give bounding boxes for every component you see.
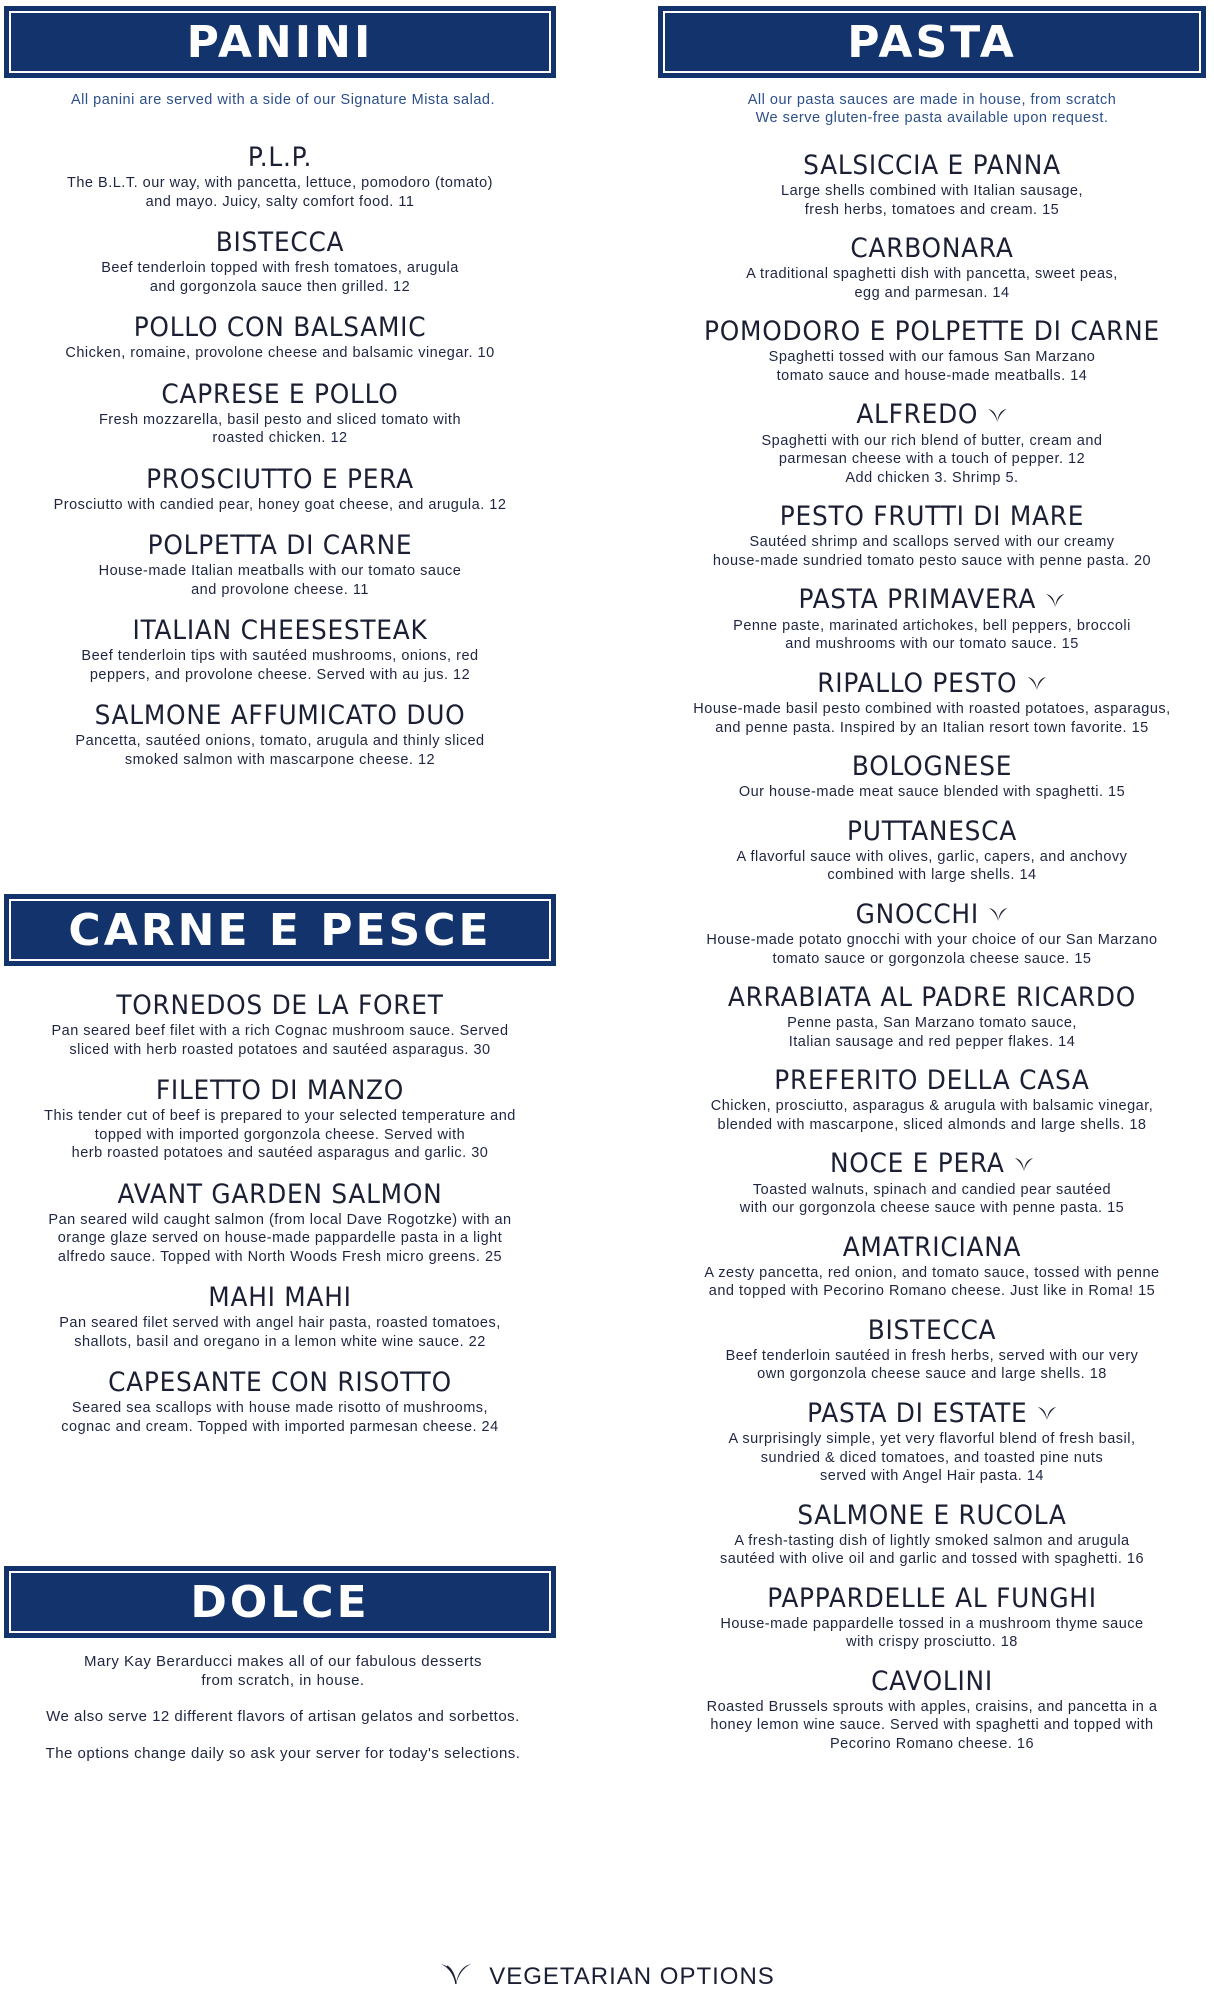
menu-item-name: [22, 990, 537, 1022]
menu-item: [652, 668, 1212, 738]
menu-item-description: Pan seared wild caught salmon (from local Dave Rogotzke) with an orange glaze served on house-made pappardelle pasta in a light alfredo sauce. Topped with North Woods Fresh micro greens. 25: [48, 1211, 512, 1265]
menu-item-name-text: CAPRESE E POLLO: [161, 378, 399, 410]
menu-item: [0, 615, 560, 684]
menu-item-name-text: BISTECCA: [867, 1314, 997, 1346]
leaf-icon: [439, 1960, 473, 1993]
menu-item-description: Chicken, romaine, provolone cheese and balsamic vinegar. 10: [65, 345, 495, 361]
menu-item-name: [674, 982, 1189, 1014]
legend-label: VEGETARIAN OPTIONS: [489, 1962, 775, 1990]
menu-item-description: Penne paste, marinated artichokes, bell peppers, broccoli and mushrooms with our tomato sauce. 15: [733, 617, 1131, 652]
menu-item-name: [674, 399, 1189, 432]
menu-item-description: A zesty pancetta, red onion, and tomato sauce, tossed with penne and topped with Pecorino Romano cheese. Just like in Roma! 15: [704, 1264, 1160, 1299]
menu-item-description: Beef tenderloin tips with sautéed mushrooms, onions, red peppers, and provolone cheese. Served with au jus. 12: [81, 648, 479, 683]
menu-item-description: Penne pasta, San Marzano tomato sauce, Italian sausage and red pepper flakes. 14: [787, 1015, 1077, 1050]
leaf-icon: [987, 400, 1007, 432]
menu-item-name-text: PASTA PRIMAVERA: [798, 584, 1037, 615]
menu-item-name: [674, 1315, 1189, 1347]
menu-item: [652, 1315, 1212, 1384]
menu-item-description: A fresh-tasting dish of lightly smoked salmon and arugula sautéed with olive oil and garlic and tossed with spaghetti. 16: [719, 1532, 1145, 1567]
menu-item-name-text: CARBONARA: [850, 233, 1014, 264]
menu-item-description: Toasted walnuts, spinach and candied pear sautéed with our gorgonzola cheese sauce with penne pasta. 15: [739, 1181, 1125, 1216]
menu-item: [0, 312, 560, 363]
leaf-icon: [1037, 1398, 1057, 1430]
menu-item-name: [674, 150, 1189, 182]
menu-item: [0, 530, 560, 599]
menu-item-name-text: CAPESANTE CON RISOTTO: [108, 1367, 452, 1398]
menu-item: [652, 899, 1212, 969]
menu-item-name-text: SALMONE AFFUMICATO DUO: [94, 700, 466, 731]
menu-item-name-text: ARRABIATA AL PADRE RICARDO: [727, 982, 1137, 1013]
menu-item-description: House-made potato gnocchi with your choice of our San Marzano tomato sauce or gorgonzola cheese sauce. 15: [706, 932, 1158, 967]
pasta-title: PASTA: [663, 11, 1201, 73]
menu-item: [0, 1282, 560, 1351]
menu-item: [652, 982, 1212, 1051]
menu-item-name: [22, 1367, 537, 1399]
menu-item-name-text: CAVOLINI: [871, 1665, 993, 1697]
leaf-icon: [988, 899, 1008, 931]
menu-item-name: [22, 312, 537, 344]
menu-item-description: Pan seared filet served with angel hair pasta, roasted tomatoes, shallots, basil and oregano in a lemon white wine sauce. 22: [59, 1315, 501, 1350]
menu-item: [0, 227, 560, 296]
menu-item-name: [674, 584, 1189, 617]
menu-item-name: [22, 1075, 537, 1107]
menu-item-name-text: SALSICCIA E PANNA: [803, 150, 1061, 181]
menu-item-description: Seared sea scallops with house made risotto of mushrooms, cognac and cream. Topped with imported parmesan cheese. 24: [61, 1400, 499, 1435]
menu-item-name-text: POLPETTA DI CARNE: [147, 530, 413, 561]
menu-item-name-text: NOCE E PERA: [829, 1148, 1005, 1179]
menu-item-name-text: POLLO CON BALSAMIC: [133, 312, 427, 343]
menu-item-name-text: ALFREDO: [856, 399, 979, 430]
menu-item-description: Chicken, prosciutto, asparagus & arugula with balsamic vinegar, blended with mascarpone, sliced almonds and large shells. 18: [710, 1098, 1154, 1133]
menu-item-name-text: POMODORO E POLPETTE DI CARNE: [704, 316, 1160, 347]
menu-item-name-text: BOLOGNESE: [851, 751, 1013, 782]
menu-item-name: [674, 899, 1189, 932]
menu-item: [652, 1583, 1212, 1652]
menu-item-name: [674, 751, 1189, 783]
menu-item: [0, 142, 560, 211]
menu-item-name-text: ITALIAN CHEESESTEAK: [132, 615, 428, 646]
menu-item-name-text: SALMONE E RUCOLA: [797, 1499, 1067, 1531]
menu-item-name-text: PROSCIUTTO E PERA: [146, 463, 414, 495]
menu-item-description: Our house-made meat sauce blended with spaghetti. 15: [738, 784, 1126, 800]
menu-item: [652, 1065, 1212, 1134]
menu-item: [0, 990, 560, 1059]
dolce-title: DOLCE: [9, 1571, 551, 1633]
carne-banner: [4, 894, 556, 966]
menu-item-name-text: PESTO FRUTTI DI MARE: [779, 501, 1085, 532]
menu-item: [0, 1367, 560, 1436]
menu-item-description: Fresh mozzarella, basil pesto and sliced tomato with roasted chicken. 12: [98, 411, 462, 446]
menu-item-name: [674, 1583, 1189, 1615]
leaf-icon: [1014, 1149, 1034, 1181]
menu-item: [652, 1232, 1212, 1301]
pasta-intro: [652, 91, 1212, 127]
menu-item-name: [22, 227, 537, 259]
menu-item-name: [22, 530, 537, 562]
menu-item: [0, 1179, 560, 1267]
menu-item-description: House-made basil pesto combined with roasted potatoes, asparagus, and penne pasta. Inspired by an Italian resort town favorite. 15: [693, 701, 1171, 736]
menu-item-description: Prosciutto with candied pear, honey goat cheese, and arugula. 12: [53, 496, 507, 513]
menu-item-name-text: PASTA DI ESTATE: [807, 1397, 1028, 1429]
menu-item-name: [22, 615, 537, 647]
menu-item-name-text: PAPPARDELLE AL FUNGHI: [767, 1582, 1097, 1614]
panini-intro: All panini are served with a side of our Signature Mista salad.: [70, 92, 495, 108]
menu-item-name: [674, 1398, 1189, 1431]
menu-item-name: [22, 464, 537, 496]
menu-item-name: [22, 1179, 537, 1211]
menu-item-name-text: RIPALLO PESTO: [817, 667, 1018, 699]
menu-item-description: A flavorful sauce with olives, garlic, capers, and anchovy combined with large shells. 14: [736, 848, 1128, 883]
menu-item: [0, 379, 560, 448]
menu-item-name: [22, 1282, 537, 1314]
menu-item-name: [674, 233, 1189, 265]
carne-title: CARNE E PESCE: [9, 899, 551, 961]
menu-item-name-text: MAHI MAHI: [208, 1282, 352, 1313]
menu-item-name-text: PUTTANESCA: [847, 815, 1017, 847]
dolce-paragraph: Mary Kay Berarducci makes all of our fabulous desserts from scratch, in house.: [84, 1653, 482, 1689]
dolce-banner: [4, 1566, 556, 1638]
menu-item-name: [674, 816, 1189, 848]
pasta-banner: [658, 6, 1206, 78]
menu-item-name-text: FILETTO DI MANZO: [155, 1075, 405, 1106]
menu-item-name: [674, 1065, 1189, 1097]
panini-title: PANINI: [9, 11, 551, 73]
menu-item-name-text: AMATRICIANA: [842, 1231, 1022, 1263]
menu-item-description: Sautéed shrimp and scallops served with our creamy house-made sundried tomato pesto sauce with penne pasta. 20: [712, 534, 1152, 569]
menu-item: [652, 1398, 1212, 1486]
menu-item-name: [22, 142, 537, 174]
menu-item: [652, 233, 1212, 302]
menu-item-description: Pancetta, sautéed onions, tomato, arugula and thinly sliced smoked salmon with mascarpone cheese. 12: [75, 733, 485, 768]
menu-item-description: Pan seared beef filet with a rich Cognac mushroom sauce. Served sliced with herb roasted potatoes and sautéed asparagus. 30: [51, 1023, 509, 1058]
dolce-paragraph: We also serve 12 different flavors of artisan gelatos and sorbettos.: [46, 1708, 520, 1725]
menu-item-name: [22, 700, 537, 732]
menu-item-name: [22, 379, 537, 411]
menu-item-description: This tender cut of beef is prepared to your selected temperature and topped with imported gorgonzola cheese. Served with herb roasted potatoes and sautéed asparagus and garlic. 30: [44, 1108, 516, 1161]
menu-item: [0, 464, 560, 515]
leaf-icon: [1045, 585, 1065, 617]
menu-item: [652, 150, 1212, 219]
pasta-intro-line: All our pasta sauces are made in house, from scratch: [747, 92, 1117, 108]
menu-item: [652, 1500, 1212, 1569]
menu-item-name: [674, 316, 1189, 348]
menu-item: [652, 751, 1212, 802]
menu-item: [652, 1148, 1212, 1218]
carne-list: [0, 990, 560, 1452]
menu-item-description: A surprisingly simple, yet very flavorful blend of fresh basil, sundried & diced tomatoes, and toasted pine nuts served with Angel Hair pasta. 14: [728, 1431, 1136, 1484]
menu-item: [652, 501, 1212, 570]
menu-item-description: Large shells combined with Italian sausage, fresh herbs, tomatoes and cream. 15: [781, 183, 1083, 218]
vegetarian-legend: [0, 1960, 1214, 1993]
menu-item-description: House-made Italian meatballs with our tomato sauce and provolone cheese. 11: [98, 563, 462, 598]
menu-item-description: Beef tenderloin sautéed in fresh herbs, served with our very own gorgonzola cheese sauce and large shells. 18: [725, 1347, 1139, 1382]
menu-item-name-text: BISTECCA: [215, 227, 345, 258]
menu-item-name: [674, 1666, 1189, 1698]
panini-list: [0, 142, 560, 785]
menu-item-description: House-made pappardelle tossed in a mushroom thyme sauce with crispy prosciutto. 18: [720, 1615, 1144, 1650]
menu-item-description: Roasted Brussels sprouts with apples, craisins, and pancetta in a honey lemon wine sauce. Served with spaghetti and topped with Pecorino Romano cheese. 16: [706, 1698, 1158, 1752]
menu-item-description: A traditional spaghetti dish with pancetta, sweet peas, egg and parmesan. 14: [746, 266, 1118, 301]
menu-item-name-text: AVANT GARDEN SALMON: [117, 1178, 443, 1210]
dolce-paragraph: The options change daily so ask your server for today's selections.: [45, 1744, 521, 1762]
menu-item-name: [674, 668, 1189, 701]
dolce-text: [0, 1653, 566, 1781]
menu-item-name: [674, 1148, 1189, 1181]
menu-item-name-text: GNOCCHI: [855, 898, 979, 930]
menu-item: [652, 316, 1212, 385]
pasta-list: [652, 150, 1212, 1767]
menu-item-name: [674, 1232, 1189, 1264]
menu-item: [652, 816, 1212, 885]
menu-item-name-text: PREFERITO DELLA CASA: [774, 1065, 1090, 1096]
menu-item-name-text: TORNEDOS DE LA FORET: [116, 990, 444, 1021]
menu-item-name: [674, 1500, 1189, 1532]
leaf-icon: [1026, 668, 1046, 700]
menu-item-description: Spaghetti with our rich blend of butter, cream and parmesan cheese with a touch of pepper. 12 Add chicken 3. Shrimp 5.: [761, 432, 1103, 486]
menu-item: [652, 584, 1212, 654]
pasta-intro-line: We serve gluten-free pasta available upon request.: [755, 110, 1109, 126]
menu-item-description: The B.L.T. our way, with pancetta, lettuce, pomodoro (tomato) and mayo. Juicy, salty comfort food. 11: [67, 175, 493, 210]
menu-item-description: Spaghetti tossed with our famous San Marzano tomato sauce and house-made meatballs. 14: [768, 349, 1096, 384]
menu-item: [652, 399, 1212, 487]
menu-item-name: [674, 501, 1189, 533]
panini-banner: [4, 6, 556, 78]
menu-item: [652, 1666, 1212, 1754]
menu-item: [0, 700, 560, 769]
menu-item: [0, 1075, 560, 1163]
menu-item-description: Beef tenderloin topped with fresh tomatoes, arugula and gorgonzola sauce then grilled. 12: [101, 260, 459, 295]
menu-item-name-text: P.L.P.: [247, 142, 313, 173]
